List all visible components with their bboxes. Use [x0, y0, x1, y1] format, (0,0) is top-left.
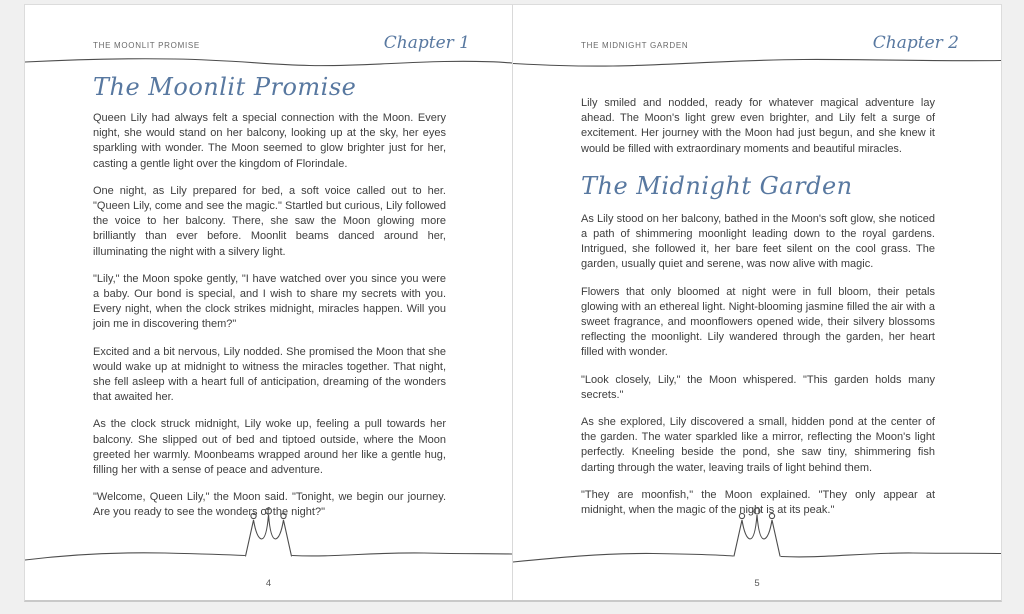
page-number: 5: [754, 578, 760, 589]
paragraph: "Look closely, Lily," the Moon whispered. "This garden holds many secrets.": [581, 373, 935, 401]
paragraph: Lily smiled and nodded, ready for whatever magical adventure lay ahead. The Moon's light grew even brighter, and Lily felt a surge of excitement. Her journey with the Moon had just begun, and she knew it would be filled with extraordinary moments and beautiful miracles.: [581, 97, 935, 155]
footer-wave-divider: [25, 502, 512, 572]
paragraph: "They are moonfish," the Moon explained. "They only appear at midnight, when the magic of the night is at its peak.": [581, 488, 935, 517]
footer-wave-divider: [513, 502, 1001, 572]
paragraph: One night, as Lily prepared for bed, a soft voice called out to her. "Queen Lily, come and see the magic." Startled but curious, Lily followed the voice to her balcony. There, she saw the Moon glowing more brilliantly than ever before. Moonlit beams danced around her, illuminating the night with a silvery light.: [93, 184, 446, 258]
paragraph: "Lily," the Moon spoke gently, "I have watched over you since you were a baby. Our bond is special, and I wish to share my secrets with you. Every night, when the clock strikes midnight, miracles happen. Will you join me in discovering them?": [93, 272, 446, 331]
section-title: The Midnight Garden: [581, 171, 853, 200]
header-wave-divider: [513, 55, 1001, 69]
page-left: [25, 5, 513, 600]
book-spread: [24, 4, 1002, 602]
paragraph: As the clock struck midnight, Lily woke up, feeling a pull towards her balcony. She slipped out of bed and tiptoed outside, where the Moon greeted her warmly. Moonbeams wrapped around her like a gentle hug, filling her with a sense of peace and adventure.: [93, 418, 446, 477]
paragraph: Excited and a bit nervous, Lily nodded. She promised the Moon that she would wake up at midnight to witness the miracles together. That night, she fell asleep with a heart full of anticipation, dreaming of the wonders that awaited her.: [93, 345, 446, 404]
running-head: THE MIDNIGHT GARDEN: [581, 41, 689, 50]
paragraph: As Lily stood on her balcony, bathed in the Moon's soft glow, she noticed a path of shimmering moonlight leading down to the royal gardens. Intrigued, she followed it, her bare feet silent on the cool grass. The garden, usually quiet and serene, was now alive with magic.: [581, 212, 935, 271]
paragraph: Flowers that only bloomed at night were in full bloom, their petals glowing with an ethereal light. Night-blooming jasmine filled the air with a sweet fragrance, and moonflowers opened wide, their silvery blossoms reflecting the moonlight. Lily wandered through the garden, her heart filled with wonder.: [581, 285, 935, 359]
paragraph: "Welcome, Queen Lily," the Moon said. "Tonight, we begin our journey. Are you ready to see the wonders of the night?": [93, 491, 446, 519]
paragraph: Queen Lily had always felt a special connection with the Moon. Every night, she would stand on her balcony, looking up at the sky, her eyes sparkling with wonder. The Moon seemed to glow brighter just for her, casting a gentle light over the kingdom of Florindale.: [93, 112, 446, 170]
page-header: [25, 5, 512, 53]
page-title: The Moonlit Promise: [93, 73, 357, 101]
chapter-label: Chapter 1: [383, 33, 470, 53]
page-body: [25, 72, 512, 521]
page-number: 4: [265, 578, 272, 589]
paragraph: As she explored, Lily discovered a small, hidden pond at the center of the garden. The water sparkled like a mirror, reflecting the Moon's light perfectly. Kneeling beside the pond, she saw tiny, shimmering fish darting through the water, leaving trails of light behind them.: [581, 416, 935, 474]
running-head: THE MOONLIT PROMISE: [93, 41, 200, 50]
chapter-label: Chapter 2: [872, 33, 959, 53]
crown-icon: [246, 508, 292, 556]
page-body: [513, 96, 1001, 518]
header-wave-divider: [25, 55, 512, 69]
page-header: [513, 5, 1001, 53]
crown-icon: [734, 508, 780, 556]
page-right: [513, 5, 1001, 600]
